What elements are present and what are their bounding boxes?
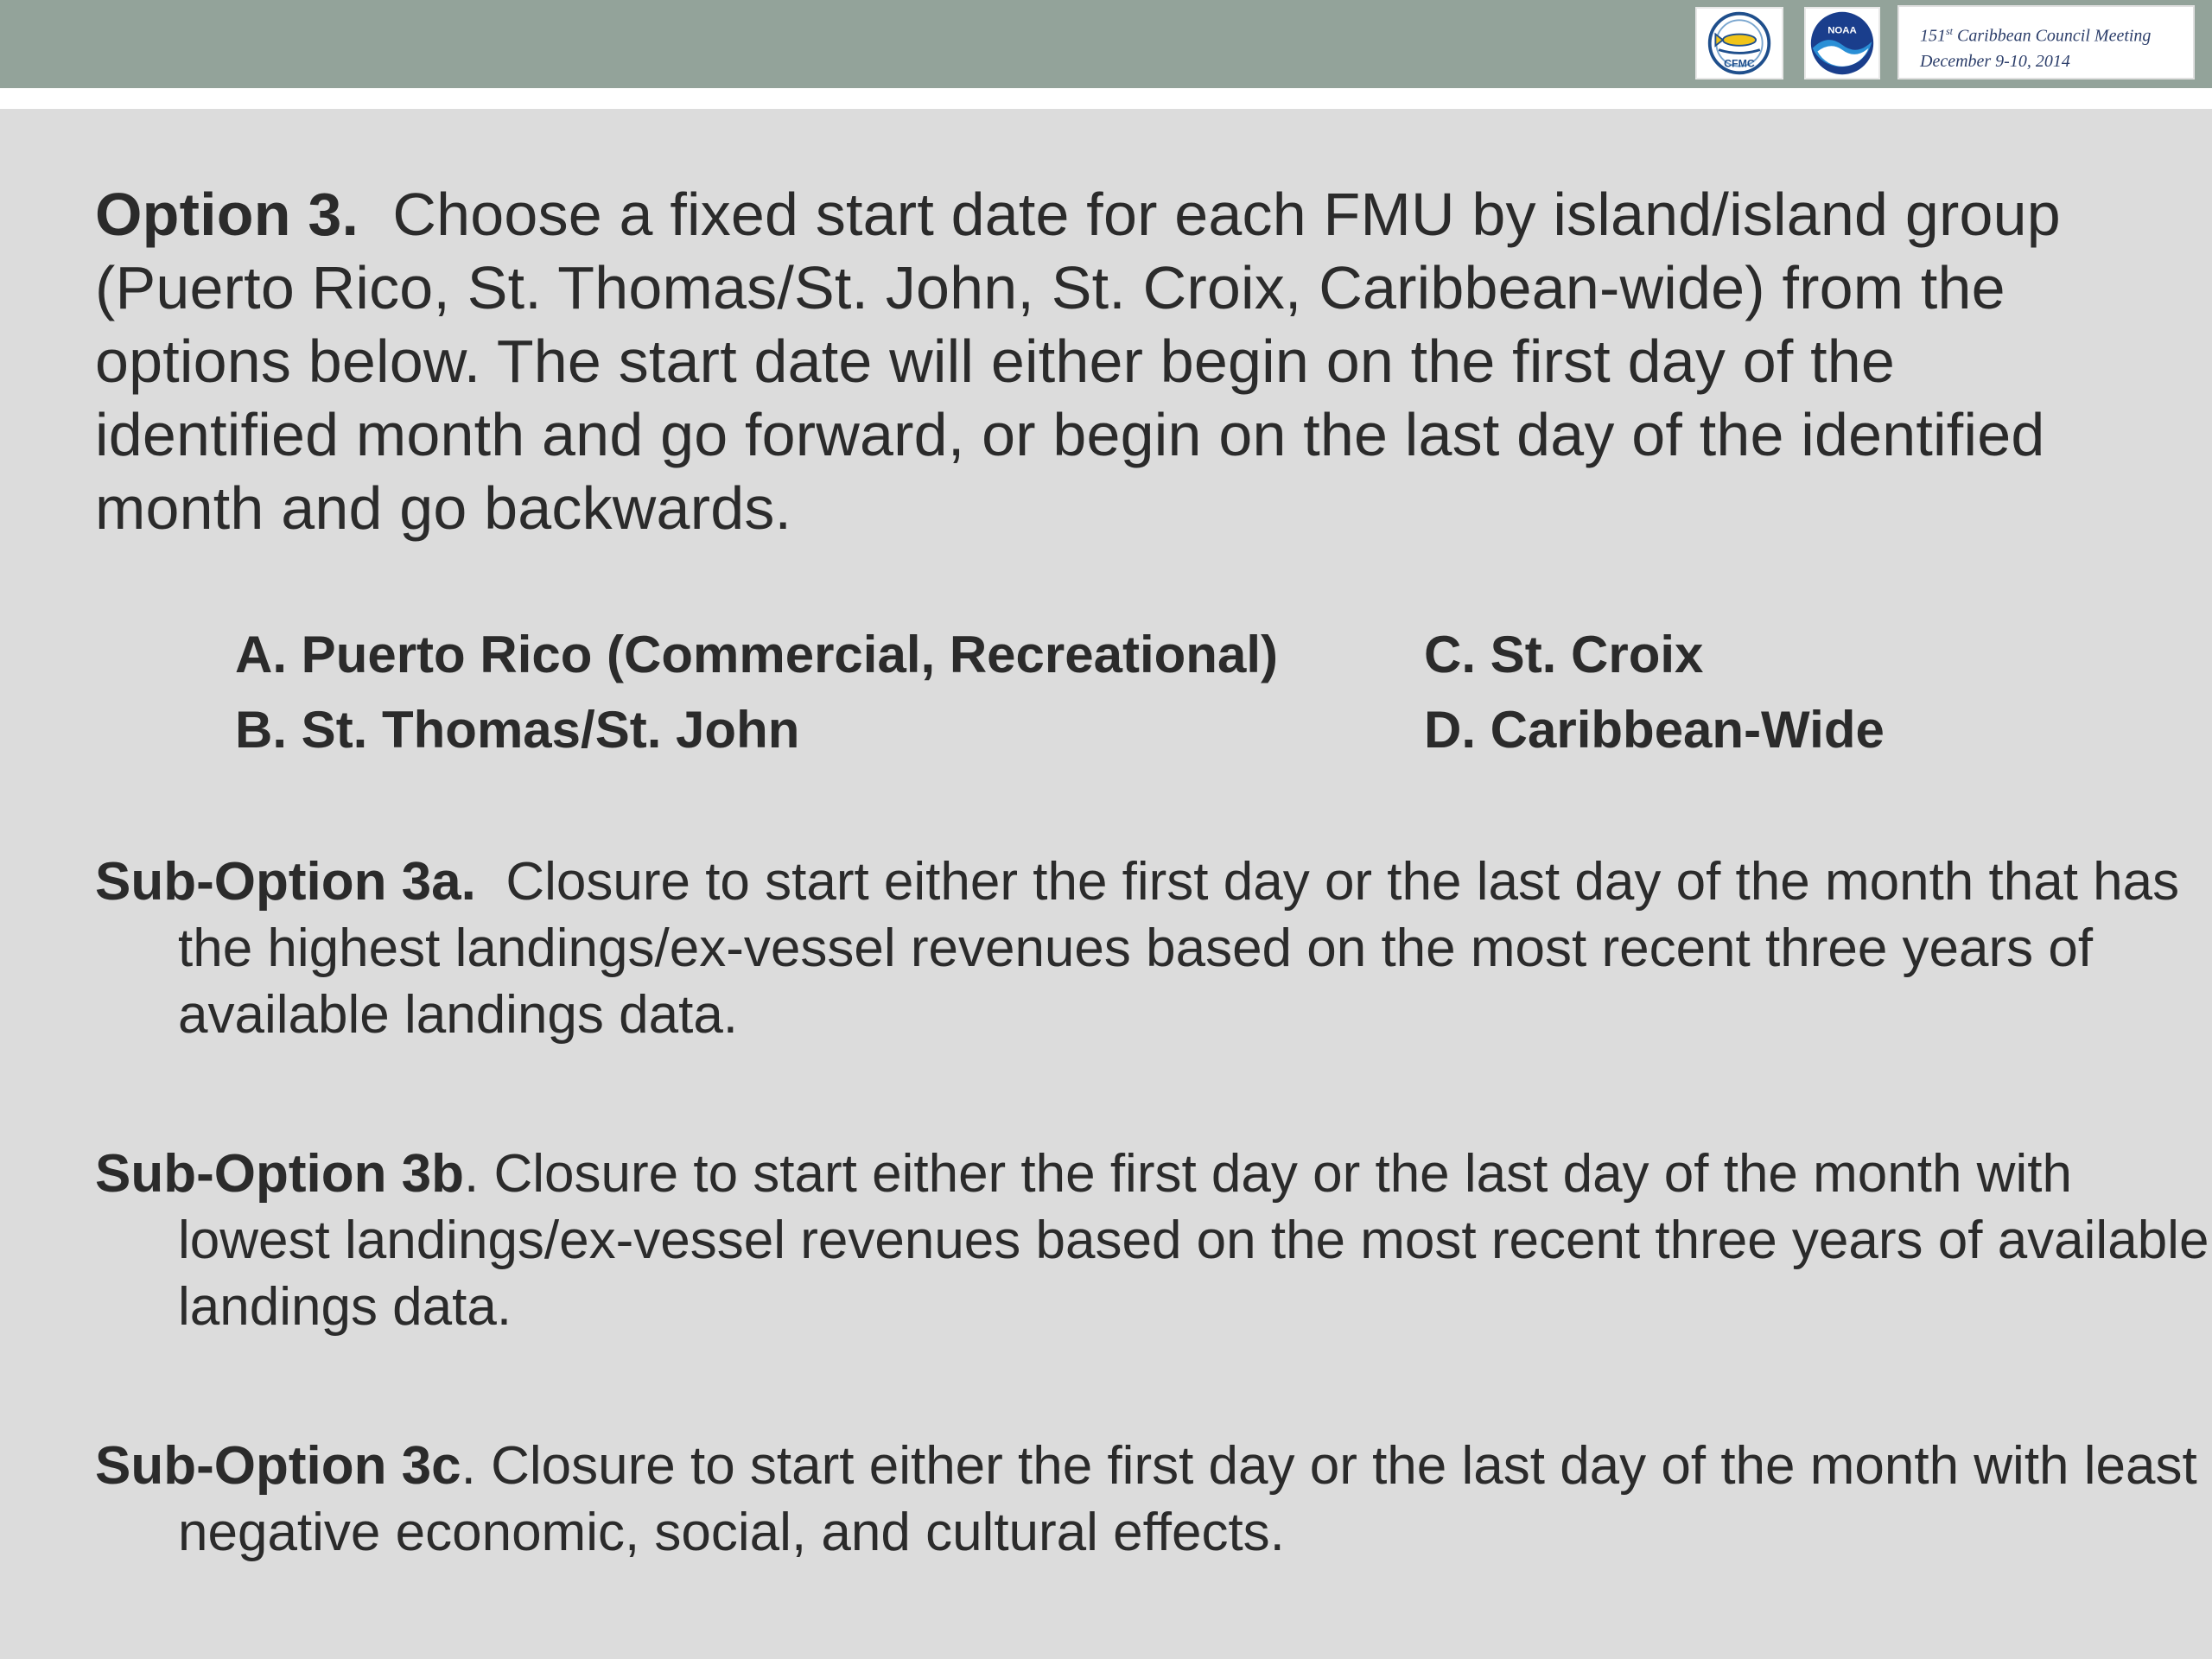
island-option-c: C. St. Croix — [1424, 626, 1704, 683]
meeting-dates: December 9-10, 2014 — [1920, 51, 2070, 71]
cfmc-logo — [1695, 7, 1783, 79]
option-3-paragraph — [95, 178, 2117, 545]
main-content — [95, 178, 2117, 545]
sub-option-3a-text: Closure to start either the first day or the last day of the month that has the highest landings/ex-vessel revenues based on the most recent three years of available landings data. — [178, 852, 2180, 1045]
option-3-text: Choose a fixed start date for each FMU by island/island group (Puerto Rico, St. Thomas/St. John, St. Croix, Caribbean-wide) from the options below. The start date will either begin on the first day of the identified month and go forward, or begin on the last day of the identified month and go backwards. — [95, 181, 2061, 542]
sub-option-3b — [95, 1141, 2212, 1340]
header-divider — [0, 88, 2212, 109]
sub-option-3b-label: Sub-Option 3b — [95, 1144, 465, 1204]
island-option-d: D. Caribbean-Wide — [1424, 701, 1885, 759]
svg-text:NOAA: NOAA — [1827, 25, 1857, 36]
sub-option-3b-text: . Closure to start either the first day or the last day of the month with lowest landings/ex-vessel revenues based on the most recent three years of available landings data. — [178, 1144, 2209, 1337]
noaa-emblem-icon — [1806, 9, 1878, 78]
meeting-info-box — [1897, 5, 2195, 79]
island-option-b: B. St. Thomas/St. John — [235, 701, 800, 759]
island-option-a: A. Puerto Rico (Commercial, Recreational) — [235, 626, 1278, 683]
sub-option-3c-label: Sub-Option 3c — [95, 1436, 461, 1496]
option-3-label: Option 3. — [95, 181, 359, 248]
sub-option-3c-text: . Closure to start either the first day or the last day of the month with least negative economic, social, and cultural effects. — [178, 1436, 2197, 1562]
svg-text:CFMC: CFMC — [1724, 57, 1755, 70]
cfmc-seal-icon — [1697, 9, 1782, 78]
header-bar — [0, 0, 2212, 88]
noaa-logo — [1804, 7, 1880, 79]
sub-option-3a — [95, 849, 2212, 1048]
meeting-title: 151st Caribbean Council Meeting — [1920, 25, 2152, 46]
sub-option-3c — [95, 1433, 2212, 1566]
sub-option-3a-label: Sub-Option 3a. — [95, 852, 476, 912]
